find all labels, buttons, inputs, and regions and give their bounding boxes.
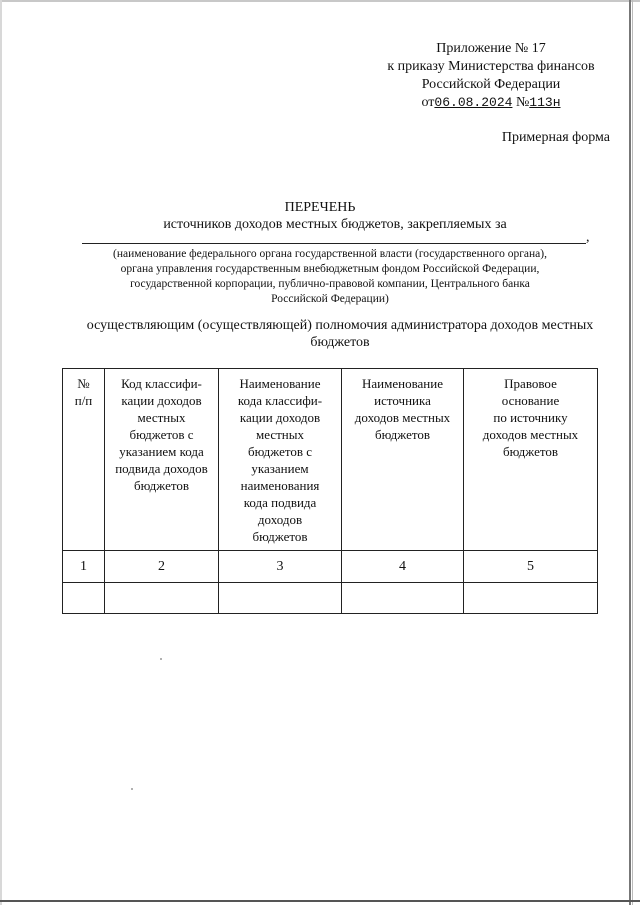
document-subtitle: источников доходов местных бюджетов, закрепляемых за [163, 217, 507, 232]
empty-cell [63, 583, 105, 614]
sources-table [62, 368, 598, 614]
header-cell-number: № п/п [63, 369, 105, 551]
header-cell-class-code: Код классифи- кации доходов местных бюджетов с указанием кода подвида доходов бюджетов [105, 369, 219, 551]
fill-in-line [82, 243, 586, 244]
document-title: ПЕРЕЧЕНЬ [284, 200, 356, 215]
authority-line: осуществляющим (осуществляющей) полномочия администратора доходов местных [86, 318, 594, 333]
scan-border-right-inner [632, 0, 633, 905]
empty-cell [219, 583, 342, 614]
scan-speck [131, 788, 133, 790]
order-number: 113н [529, 95, 561, 110]
table-header-row [63, 369, 598, 551]
column-number-cell: 5 [464, 551, 598, 583]
date-prefix: от [421, 95, 435, 110]
number-prefix: № [515, 95, 530, 110]
form-note: Примерная форма [501, 130, 610, 145]
column-number-cell: 4 [342, 551, 464, 583]
empty-cell [342, 583, 464, 614]
column-number-cell: 1 [63, 551, 105, 583]
order-date: 06.08.2024 [434, 95, 513, 110]
empty-cell [464, 583, 598, 614]
caption-line: (наименование федерального органа государственной власти (государственного органа), [112, 248, 547, 260]
header-cell-source-name: Наименование источника доходов местных бюджетов [342, 369, 464, 551]
appendix-date-line [366, 94, 616, 112]
table-row-column-numbers [63, 551, 598, 583]
header-cell-legal-basis: Правовое основание по источнику доходов местных бюджетов [464, 369, 598, 551]
scan-border-left [0, 0, 2, 905]
caption-line: органа управления государственным внебюджетным фондом Российской Федерации, [120, 263, 540, 275]
scan-border-bottom [0, 900, 640, 902]
empty-cell [105, 583, 219, 614]
appendix-number: Приложение № 17 [436, 41, 546, 56]
caption-line: государственной корпорации, публично-правовой компании, Центрального банка [130, 278, 530, 290]
appendix-ministry: Российской Федерации [421, 77, 561, 92]
caption-line: Российской Федерации) [271, 293, 389, 305]
scan-speck [160, 658, 162, 660]
header-cell-code-name: Наименование кода классифи- кации доходов местных бюджетов с указанием наименования кода подвида доходов бюджетов [219, 369, 342, 551]
appendix-order-ref: к приказу Министерства финансов [387, 59, 595, 74]
scan-border-top [0, 0, 640, 2]
authority-line: бюджетов [310, 335, 370, 350]
scan-border-right [629, 0, 631, 905]
authority-text [40, 317, 640, 351]
column-number-cell: 2 [105, 551, 219, 583]
appendix-header [366, 40, 616, 112]
fill-in-caption [60, 247, 600, 307]
column-number-cell: 3 [219, 551, 342, 583]
table-row-empty [63, 583, 598, 614]
fill-in-comma: , [586, 230, 590, 245]
